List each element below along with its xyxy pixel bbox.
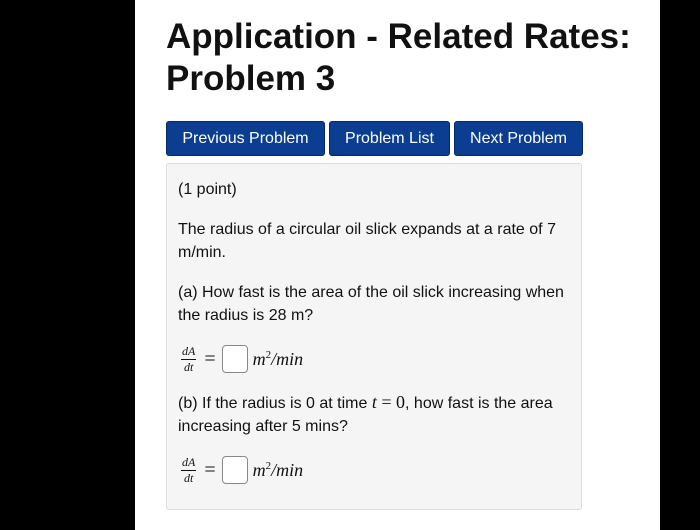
time-zero: 0 — [396, 392, 406, 412]
part-b-question — [178, 391, 569, 438]
derivative-dA-dt — [181, 456, 196, 485]
problem-statement: The radius of a circular oil slick expands at a rate of 7 m/min. — [178, 221, 556, 261]
points-label: (1 point) — [178, 181, 237, 198]
page-title-line2: Problem 3 — [166, 59, 336, 98]
part-b-text-before: (b) If the radius is 0 at time — [178, 395, 372, 412]
part-b-answer-input[interactable] — [222, 456, 248, 484]
derivative-numerator: dA — [182, 343, 196, 358]
part-a-answer-input[interactable] — [222, 345, 248, 373]
next-problem-button[interactable]: Next Problem — [454, 121, 583, 156]
unit-label — [253, 349, 304, 370]
derivative-denominator: dt — [184, 470, 194, 485]
unit-base: m — [252, 459, 266, 480]
unit-base: m — [252, 348, 266, 369]
equals-sign: = — [204, 347, 216, 370]
problem-list-button[interactable]: Problem List — [329, 121, 450, 156]
derivative-dA-dt — [181, 345, 196, 374]
problem-panel — [166, 163, 582, 510]
derivative-numerator: dA — [182, 454, 196, 469]
part-b-answer-row — [178, 452, 569, 488]
part-a-answer-row — [178, 341, 569, 377]
part-b-text-after: , how fast is the area increasing after 5 mins? — [178, 395, 553, 435]
problem-page — [135, 0, 660, 530]
previous-problem-button[interactable]: Previous Problem — [166, 121, 325, 156]
time-equals: = — [376, 392, 397, 412]
unit-exponent: 2 — [265, 459, 272, 472]
part-a-question: (a) How fast is the area of the oil slick increasing when the radius is 28 m? — [178, 284, 564, 324]
unit-label — [253, 460, 304, 481]
page-title-line1: Application - Related Rates: — [166, 17, 631, 56]
problem-nav — [166, 121, 583, 156]
equals-sign: = — [204, 458, 216, 481]
time-variable: t — [371, 392, 377, 412]
derivative-denominator: dt — [184, 359, 194, 374]
unit-exponent: 2 — [265, 348, 272, 361]
page-title — [166, 16, 660, 100]
unit-rest: /min — [271, 348, 304, 369]
unit-rest: /min — [271, 459, 304, 480]
